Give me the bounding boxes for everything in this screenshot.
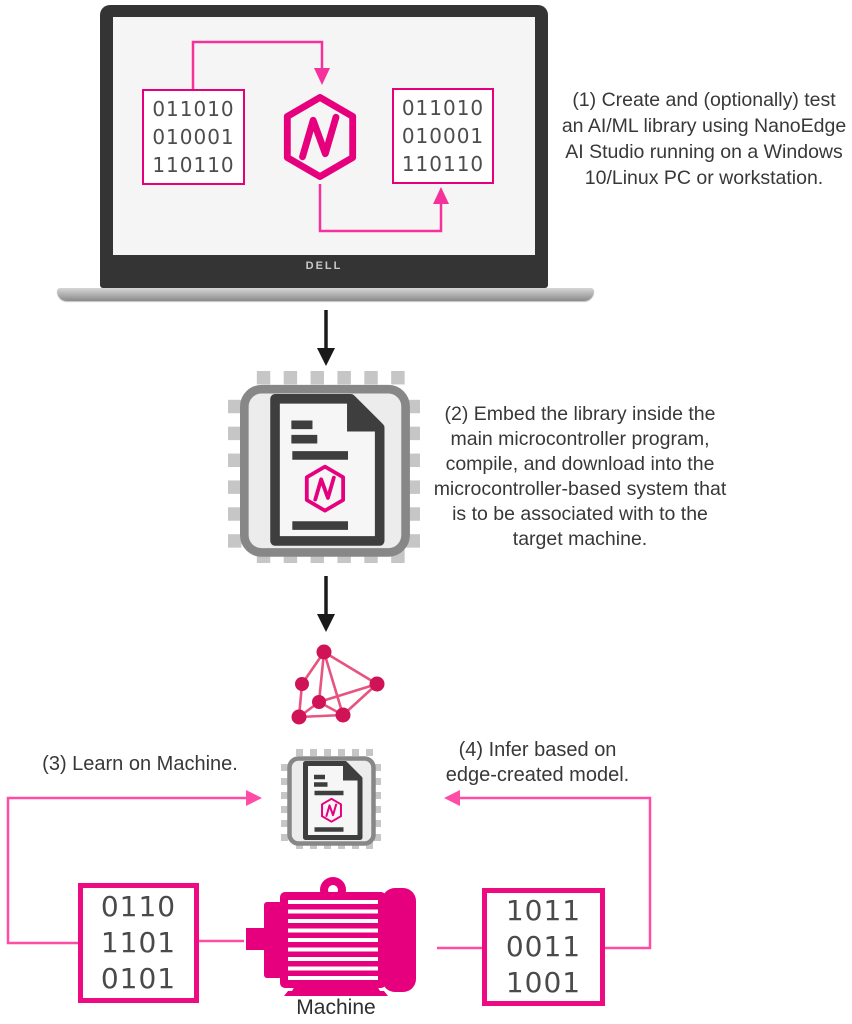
binary-line: 1001 [505,966,582,999]
binary-line: 0110 [100,890,177,923]
arrowhead-down-icon [317,614,335,632]
caption-line: main microcontroller program, [450,428,710,450]
caption-line: (2) Embed the library inside the [444,403,716,425]
laptop-base [57,288,594,301]
caption-line: 10/Linux PC or workstation. [584,167,824,189]
machine-label: Machine [296,996,376,1019]
caption-line: an AI/ML library using NanoEdge [561,115,847,137]
arrowhead-left-icon [444,790,460,806]
binary-line: 1011 [505,894,582,927]
binary-box-output [392,88,494,184]
arrowhead-down-icon [317,348,335,366]
binary-line: 110110 [152,153,235,177]
step1-caption [556,87,852,191]
motor-icon [238,874,422,998]
binary-line: 0101 [100,962,177,995]
binary-line: 110110 [401,152,485,176]
step2-caption [428,402,732,552]
caption-line: microcontroller-based system that [433,478,727,500]
network-graph-icon [278,636,392,736]
caption-line: AI Studio running on a Windows [565,141,843,163]
binary-line: 011010 [401,96,485,120]
step4-caption [430,738,645,788]
microcontroller-chip-icon [228,370,420,564]
nanoedge-logo-icon [282,92,358,182]
arrowhead-right-icon [246,790,262,806]
binary-line: 0011 [505,930,582,963]
step3-caption: (3) Learn on Machine. [42,753,238,775]
caption-line: edge-created model. [445,764,630,786]
binary-line: 1101 [100,926,177,959]
binary-line: 010001 [152,125,235,149]
caption-line: compile, and download into the [445,453,715,475]
binary-line: 011010 [152,97,235,121]
caption-line: (4) Infer based on [458,739,617,761]
microcontroller-chip-small-icon [281,747,381,851]
caption-line: (1) Create and (optionally) test [572,89,836,111]
data-box-infer [482,888,605,1006]
data-box-learn [78,883,199,1003]
binary-box-input [142,89,245,185]
caption-line: is to be associated with to the [452,503,708,525]
caption-line: target machine. [512,528,648,550]
dell-logo: DELL [305,260,343,272]
binary-line: 010001 [401,124,485,148]
